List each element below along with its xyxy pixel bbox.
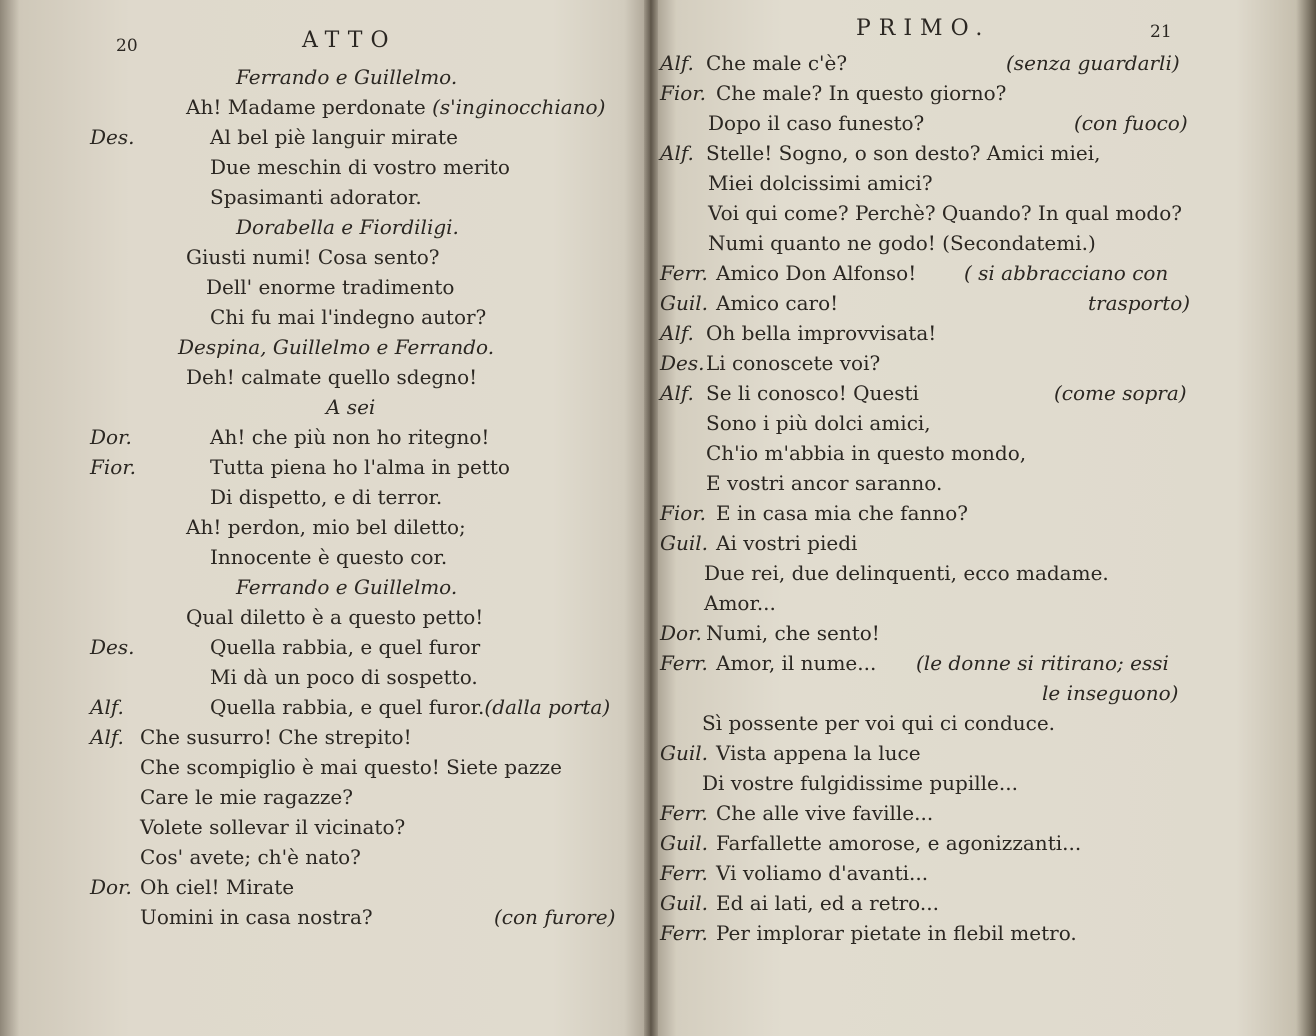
character-heading: Despina, Guillelmo e Ferrando. <box>178 335 495 359</box>
verse-line: Che male? In questo giorno? <box>716 81 1007 105</box>
verse-line: Che alle vive faville... <box>716 801 934 825</box>
page-number: 21 <box>1150 22 1172 42</box>
speaker-name: Ferr. <box>660 651 708 675</box>
verse-line <box>210 452 510 482</box>
verse-line <box>186 512 466 542</box>
verse-line <box>210 632 480 662</box>
left-page <box>0 0 650 1036</box>
verse-text: Ah! che più non ho ritegno! <box>210 425 490 449</box>
stage-direction: (con fuoco) <box>1074 111 1188 135</box>
page-header: ATTO <box>302 28 397 53</box>
verse-line <box>186 92 605 122</box>
speaker-name: Fior. <box>660 81 707 105</box>
verse-line: Ai vostri piedi <box>716 531 858 555</box>
verse-line <box>236 212 459 242</box>
verse-line <box>210 542 447 572</box>
speaker-name: Des. <box>660 351 705 375</box>
verse-line <box>140 812 405 842</box>
page-header: PRIMO. <box>856 16 991 41</box>
verse-line: Ch'io m'abbia in questo mondo, <box>706 441 1027 465</box>
verse-line: Sono i più dolci amici, <box>706 411 931 435</box>
speaker-name: Des. <box>90 125 135 149</box>
verse-text: Qual diletto è a questo petto! <box>186 605 484 629</box>
verse-line: Numi quanto ne godo! (Secondatemi.) <box>708 231 1096 255</box>
verse-text: Quella rabbia, e quel furor. <box>210 695 485 719</box>
verse-line: Ed ai lati, ed a retro... <box>716 891 939 915</box>
verse-line <box>210 182 422 212</box>
verse-line <box>210 122 458 152</box>
page-number: 20 <box>116 36 138 56</box>
speaker-name: Alf. <box>90 695 124 719</box>
verse-text: Al bel piè languir mirate <box>210 125 458 149</box>
speaker-name: Guil. <box>660 831 709 855</box>
verse-line: Farfallette amorose, e agonizzanti... <box>716 831 1082 855</box>
verse-line: Amico caro! <box>716 291 839 315</box>
character-heading: Dorabella e Fiordiligi. <box>236 215 459 239</box>
book-gutter <box>644 0 658 1036</box>
speaker-name: Guil. <box>660 741 709 765</box>
verse-line: Amor... <box>704 591 776 615</box>
speaker-name: Dor. <box>90 875 132 899</box>
verse-line: Stelle! Sogno, o son desto? Amici miei, <box>706 141 1101 165</box>
verse-text: Ah! perdon, mio bel diletto; <box>186 515 466 539</box>
speaker-name: Alf. <box>660 321 694 345</box>
verse-line <box>178 332 494 362</box>
verse-line <box>210 692 610 722</box>
speaker-name: Dor. <box>90 425 132 449</box>
speaker-name: Guil. <box>660 891 709 915</box>
verse-line: Oh bella improvvisata! <box>706 321 937 345</box>
speaker-name: Alf. <box>660 51 694 75</box>
verse-line <box>236 572 457 602</box>
verse-text: Giusti numi! Cosa sento? <box>186 245 440 269</box>
verse-text: Deh! calmate quello sdegno! <box>186 365 478 389</box>
verse-line: Amor, il nume... <box>716 651 877 675</box>
stage-direction: le inseguono) <box>1042 681 1179 705</box>
stage-direction: (con furore) <box>494 905 616 929</box>
verse-text: Uomini in casa nostra? <box>140 905 373 929</box>
verse-text: Care le mie ragazze? <box>140 785 353 809</box>
speaker-name: Fior. <box>90 455 137 479</box>
speaker-name: Ferr. <box>660 261 708 285</box>
verse-line <box>140 752 562 782</box>
verse-line: Vista appena la luce <box>716 741 921 765</box>
verse-text: Mi dà un poco di sospetto. <box>210 665 478 689</box>
verse-text: Tutta piena ho l'alma in petto <box>210 455 510 479</box>
verse-line: Miei dolcissimi amici? <box>708 171 933 195</box>
verse-line: Amico Don Alfonso! <box>716 261 917 285</box>
speaker-name: Dor. <box>660 621 702 645</box>
verse-line <box>186 242 440 272</box>
stage-direction: trasporto) <box>1088 291 1191 315</box>
verse-line <box>210 662 478 692</box>
verse-text: Ah! Madame perdonate <box>186 95 433 119</box>
verse-text: Volete sollevar il vicinato? <box>140 815 406 839</box>
verse-text: Due meschin di vostro merito <box>210 155 510 179</box>
verse-line: Vi voliamo d'avanti... <box>716 861 929 885</box>
verse-text: Quella rabbia, e quel furor <box>210 635 481 659</box>
stage-direction: (senza guardarli) <box>1006 51 1180 75</box>
speaker-name: Ferr. <box>660 801 708 825</box>
verse-line <box>210 302 486 332</box>
verse-line <box>140 872 294 902</box>
stage-direction: (come sopra) <box>1054 381 1187 405</box>
character-heading: Ferrando e Guillelmo. <box>236 575 458 599</box>
speaker-name: Guil. <box>660 531 709 555</box>
speaker-name: Fior. <box>660 501 707 525</box>
verse-line: Se li conosco! Questi <box>706 381 919 405</box>
stage-direction: (s'inginocchiano) <box>432 95 606 119</box>
speaker-name: Alf. <box>660 141 694 165</box>
stage-direction: ( si abbracciano con <box>964 261 1169 285</box>
verse-line: E vostri ancor saranno. <box>706 471 943 495</box>
verse-line: Dopo il caso funesto? <box>708 111 925 135</box>
verse-text: Dell' enorme tradimento <box>206 275 455 299</box>
verse-line <box>186 362 477 392</box>
verse-line: Per implorar pietate in flebil metro. <box>716 921 1077 945</box>
character-heading: Ferrando e Guillelmo. <box>236 65 458 89</box>
verse-line <box>140 782 353 812</box>
verse-line: Li conoscete voi? <box>706 351 881 375</box>
right-page <box>650 0 1316 1036</box>
verse-line: Numi, che sento! <box>706 621 880 645</box>
verse-text: Chi fu mai l'indegno autor? <box>210 305 487 329</box>
speaker-name: Alf. <box>660 381 694 405</box>
speaker-name: Guil. <box>660 291 709 315</box>
stage-direction: (dalla porta) <box>484 695 611 719</box>
speaker-name: Des. <box>90 635 135 659</box>
verse-line: E in casa mia che fanno? <box>716 501 969 525</box>
speaker-name: Ferr. <box>660 861 708 885</box>
verse-line <box>326 392 375 422</box>
verse-text: Che scompiglio è mai questo! Siete pazze <box>140 755 562 779</box>
verse-line <box>210 152 510 182</box>
verse-text: Cos' avete; ch'è nato? <box>140 845 361 869</box>
verse-line: Che male c'è? <box>706 51 848 75</box>
verse-line <box>210 482 442 512</box>
verse-text: Spasimanti adorator. <box>210 185 422 209</box>
verse-line <box>186 602 483 632</box>
verse-line <box>140 842 361 872</box>
verse-line: Sì possente per voi qui ci conduce. <box>702 711 1056 735</box>
verse-line <box>140 902 373 932</box>
verse-text: Oh ciel! Mirate <box>140 875 295 899</box>
verse-line <box>210 422 489 452</box>
stage-direction: (le donne si ritirano; essi <box>916 651 1169 675</box>
verse-text: Innocente è questo cor. <box>210 545 448 569</box>
verse-line: Due rei, due delinquenti, ecco madame. <box>704 561 1109 585</box>
verse-line <box>206 272 454 302</box>
speaker-name: Ferr. <box>660 921 708 945</box>
verse-line: Voi qui come? Perchè? Quando? In qual modo? <box>708 201 1182 225</box>
verse-line <box>140 722 412 752</box>
verse-text: Di dispetto, e di terror. <box>210 485 443 509</box>
character-heading: A sei <box>326 395 376 419</box>
speaker-name: Alf. <box>90 725 124 749</box>
verse-line <box>236 62 457 92</box>
verse-text: Che susurro! Che strepito! <box>140 725 412 749</box>
verse-line: Di vostre fulgidissime pupille... <box>702 771 1018 795</box>
